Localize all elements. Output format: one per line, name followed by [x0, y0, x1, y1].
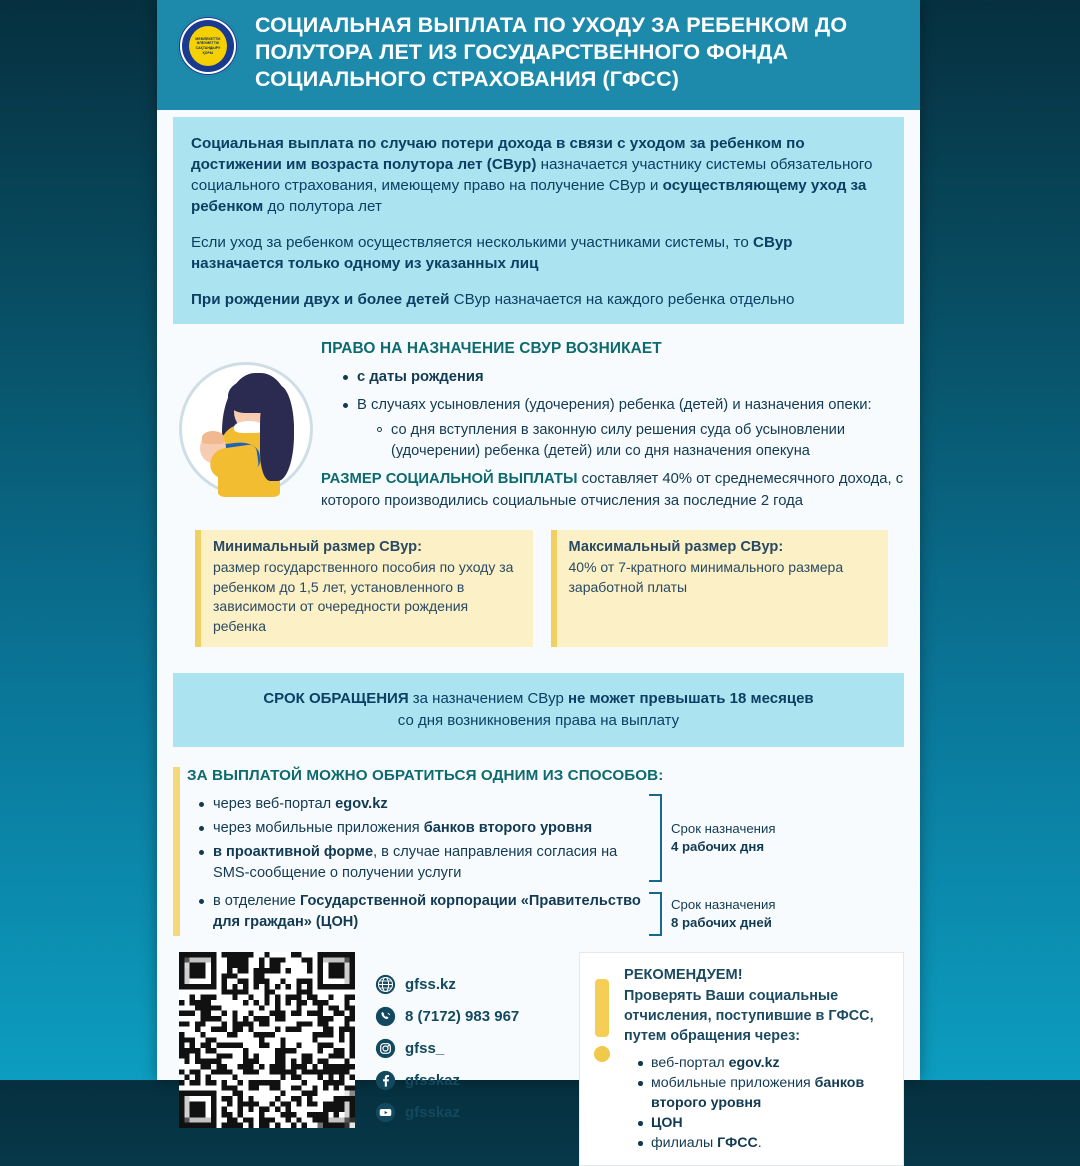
- recommendation-box: [579, 952, 904, 1166]
- ways-section: [173, 767, 904, 936]
- ways-item-3-post: , в случае направления согласия на SMS-сообщение о получении услуги: [213, 844, 618, 881]
- qr-canvas: [179, 952, 355, 1128]
- ways-item-4-bold: Государственной корпорации «Правительство для граждан» (ЦОН): [213, 893, 641, 930]
- content-panel: [157, 0, 920, 1151]
- qr-code[interactable]: [179, 952, 355, 1128]
- rec-item-2-pre: мобильные приложения: [651, 1075, 815, 1091]
- recommendation-list: [624, 1053, 889, 1153]
- page-title: СОЦИАЛЬНАЯ ВЫПЛАТА ПО УХОДУ ЗА РЕБЕНКОМ ДО ПОЛУТОРА ЛЕТ ИЗ ГОСУДАРСТВЕННОГО ФОНДА СОЦИАЛЬНОГО СТРАХОВАНИЯ (ГФСС): [255, 13, 848, 91]
- recommendation-item-2: [638, 1073, 889, 1113]
- rights-section: [157, 324, 920, 647]
- intro-p2-normal: Если уход за ребенком осуществляется несколькими участниками системы, то: [191, 234, 753, 251]
- bracket-shape-1: [649, 794, 662, 882]
- term-bold-1: СРОК ОБРАЩЕНИЯ: [263, 690, 409, 707]
- ways-item-4: [199, 891, 647, 933]
- contact-phone[interactable]: [375, 1006, 565, 1027]
- contact-facebook[interactable]: [375, 1070, 565, 1091]
- youtube-icon: [375, 1102, 396, 1123]
- intro-p2-bold: СВур назначается только одному из указанных лиц: [191, 234, 793, 272]
- rights-list: [321, 367, 904, 461]
- recommendation-title: РЕКОМЕНДУЕМ!: [624, 967, 743, 983]
- min-amount-body: размер государственного пособия по уходу за ребенком до 1,5 лет, установленного в зависимости от очередности рождения ребенка: [213, 559, 514, 634]
- rights-item-2-label: В случаях усыновления (удочерения) ребенка (детей) и назначения опеки:: [357, 397, 872, 413]
- term-line-2: со дня возникновения права на выплату: [397, 712, 680, 729]
- recommendation-item-3: [638, 1113, 889, 1133]
- bracket-group-1: [649, 794, 904, 882]
- recommendation-body: [624, 965, 889, 1153]
- phone-icon: [375, 1006, 396, 1027]
- bracket-2-text: [671, 896, 775, 932]
- rights-item-1: [343, 367, 904, 388]
- hair-side-shape: [260, 385, 294, 481]
- contact-instagram[interactable]: [375, 1038, 565, 1059]
- mother-and-baby-illustration: [179, 362, 313, 496]
- intro-p1-bold-2: осуществляющему уход за ребенком: [191, 177, 867, 215]
- rights-heading: ПРАВО НА НАЗНАЧЕНИЕ СВУР ВОЗНИКАЕТ: [321, 340, 662, 357]
- ways-list: [199, 794, 647, 933]
- baby-hair-shape: [202, 431, 224, 444]
- intro-paragraph-3: [191, 289, 886, 310]
- rec-item-4-pre: филиалы: [651, 1135, 718, 1151]
- recommendation-item-4: [638, 1133, 889, 1153]
- ways-item-2-bold: банков второго уровня: [423, 820, 593, 836]
- payment-amount-value: составляет 40% от среднемесячного дохода, с которого производились социальные отчисления за последние 2 года: [321, 471, 904, 509]
- rec-item-1-pre: веб-портал: [651, 1055, 729, 1071]
- recommendation-item-1: [638, 1053, 889, 1073]
- ways-body: [187, 794, 904, 936]
- bracket-1-value: 4 рабочих дня: [671, 839, 765, 854]
- instagram-icon: [375, 1038, 396, 1059]
- rights-item-1-label: с даты рождения: [357, 369, 484, 385]
- contacts-list: [375, 952, 565, 1134]
- ways-item-1-pre: через веб-портал: [213, 796, 336, 812]
- facebook-icon: [375, 1070, 396, 1091]
- payment-amount-label: РАЗМЕР СОЦИАЛЬНОЙ ВЫПЛАТЫ: [321, 471, 578, 487]
- logo-text: МЕМЛЕКЕТТІК ӘЛЕУМЕТТІК САҚТАНДЫРУ ҚОРЫ: [195, 36, 221, 55]
- ways-accent-bar: [173, 767, 180, 936]
- exclamation-bar: [595, 979, 609, 1037]
- max-amount-body: 40% от 7-кратного минимального размера заработной платы: [568, 559, 844, 595]
- intro-p1-bold-1: Социальная выплата по случаю потери дохода в связи с уходом за ребенком по достижении им возраста полутора лет (СВур): [191, 135, 805, 173]
- rec-item-1-bold: egov.kz: [728, 1055, 780, 1071]
- ways-item-2: [199, 818, 647, 839]
- ways-item-4-pre: в отделение: [213, 893, 300, 909]
- term-normal-1: за назначением СВур: [408, 690, 568, 707]
- ways-item-3-bold: в проактивной форме: [213, 844, 374, 860]
- term-box: [173, 673, 904, 747]
- contact-facebook-text: gfsskaz: [405, 1072, 461, 1089]
- ways-list-wrap: [187, 794, 647, 936]
- rights-row: [173, 338, 904, 512]
- min-amount-title: Минимальный размер СВур:: [213, 539, 422, 555]
- rights-sublist: [357, 420, 904, 461]
- contact-website-text: gfss.kz: [405, 976, 456, 993]
- brackets-wrap: [647, 794, 904, 936]
- intro-p3-normal: СВур назначается на каждого ребенка отдельно: [449, 291, 795, 308]
- contact-instagram-text: gfss_: [405, 1040, 445, 1057]
- intro-paragraph-2: [191, 232, 886, 274]
- rights-subitem-1: со дня вступления в законную силу решения суда об усыновлении (удочерении) ребенка (детей) или со дня назначения опекуна: [377, 420, 904, 461]
- bracket-group-2: [649, 892, 904, 936]
- qr-block: [173, 952, 361, 1128]
- globe-icon: [375, 974, 396, 995]
- rights-text: [317, 338, 904, 512]
- rec-item-3-bold: ЦОН: [651, 1115, 683, 1131]
- exclamation-icon: [592, 965, 612, 1062]
- payment-amount: [321, 469, 904, 512]
- gfss-logo: [177, 15, 239, 77]
- exclamation-dot: [594, 1046, 610, 1062]
- logo-core: [189, 26, 227, 66]
- min-amount-box: [195, 530, 533, 647]
- ways-item-1: [199, 794, 647, 815]
- illustration-wrap: [173, 338, 317, 496]
- intro-box: [173, 117, 904, 324]
- ways-item-3: [199, 842, 647, 884]
- max-amount-title: Максимальный размер СВур:: [568, 539, 784, 555]
- contact-phone-text: 8 (7172) 983 967: [405, 1008, 520, 1025]
- recommendation-lead: Проверять Ваши социальные отчисления, поступившие в ГФСС, путем обращения через:: [624, 988, 874, 1044]
- term-line-1: [193, 688, 884, 710]
- contact-website[interactable]: [375, 974, 565, 995]
- intro-paragraph-1: [191, 133, 886, 217]
- ways-item-1-bold: egov.kz: [335, 796, 388, 812]
- bottom-section: [157, 936, 920, 1166]
- intro-p3-bold: При рождении двух и более детей: [191, 291, 450, 308]
- intro-p1-mid: назначается участнику системы обязательного социального страхования, имеющему право на получение СВур и: [191, 156, 873, 194]
- rec-item-2-bold: банков второго уровня: [651, 1075, 865, 1111]
- rec-item-4-bold: ГФСС: [717, 1135, 758, 1151]
- intro-p1-tail: до полутора лет: [263, 198, 382, 215]
- rec-item-4-post: .: [757, 1135, 762, 1151]
- ways-item-2-pre: через мобильные приложения: [213, 820, 424, 836]
- bracket-2-label: Срок назначения: [671, 897, 776, 912]
- bracket-shape-2: [649, 892, 662, 936]
- rights-item-2: [343, 395, 904, 461]
- header: [157, 0, 920, 110]
- bracket-1-text: [671, 820, 775, 856]
- ways-heading: ЗА ВЫПЛАТОЙ МОЖНО ОБРАТИТЬСЯ ОДНИМ ИЗ СПОСОБОВ:: [187, 767, 664, 784]
- max-amount-box: [551, 530, 889, 647]
- contact-youtube[interactable]: [375, 1102, 565, 1123]
- bracket-2-value: 8 рабочих дней: [671, 915, 772, 930]
- term-bold-2: не может превышать 18 месяцев: [567, 690, 814, 707]
- bracket-1-label: Срок назначения: [671, 821, 776, 836]
- amount-boxes: [173, 512, 904, 647]
- contact-youtube-text: gfsskaz: [405, 1104, 461, 1121]
